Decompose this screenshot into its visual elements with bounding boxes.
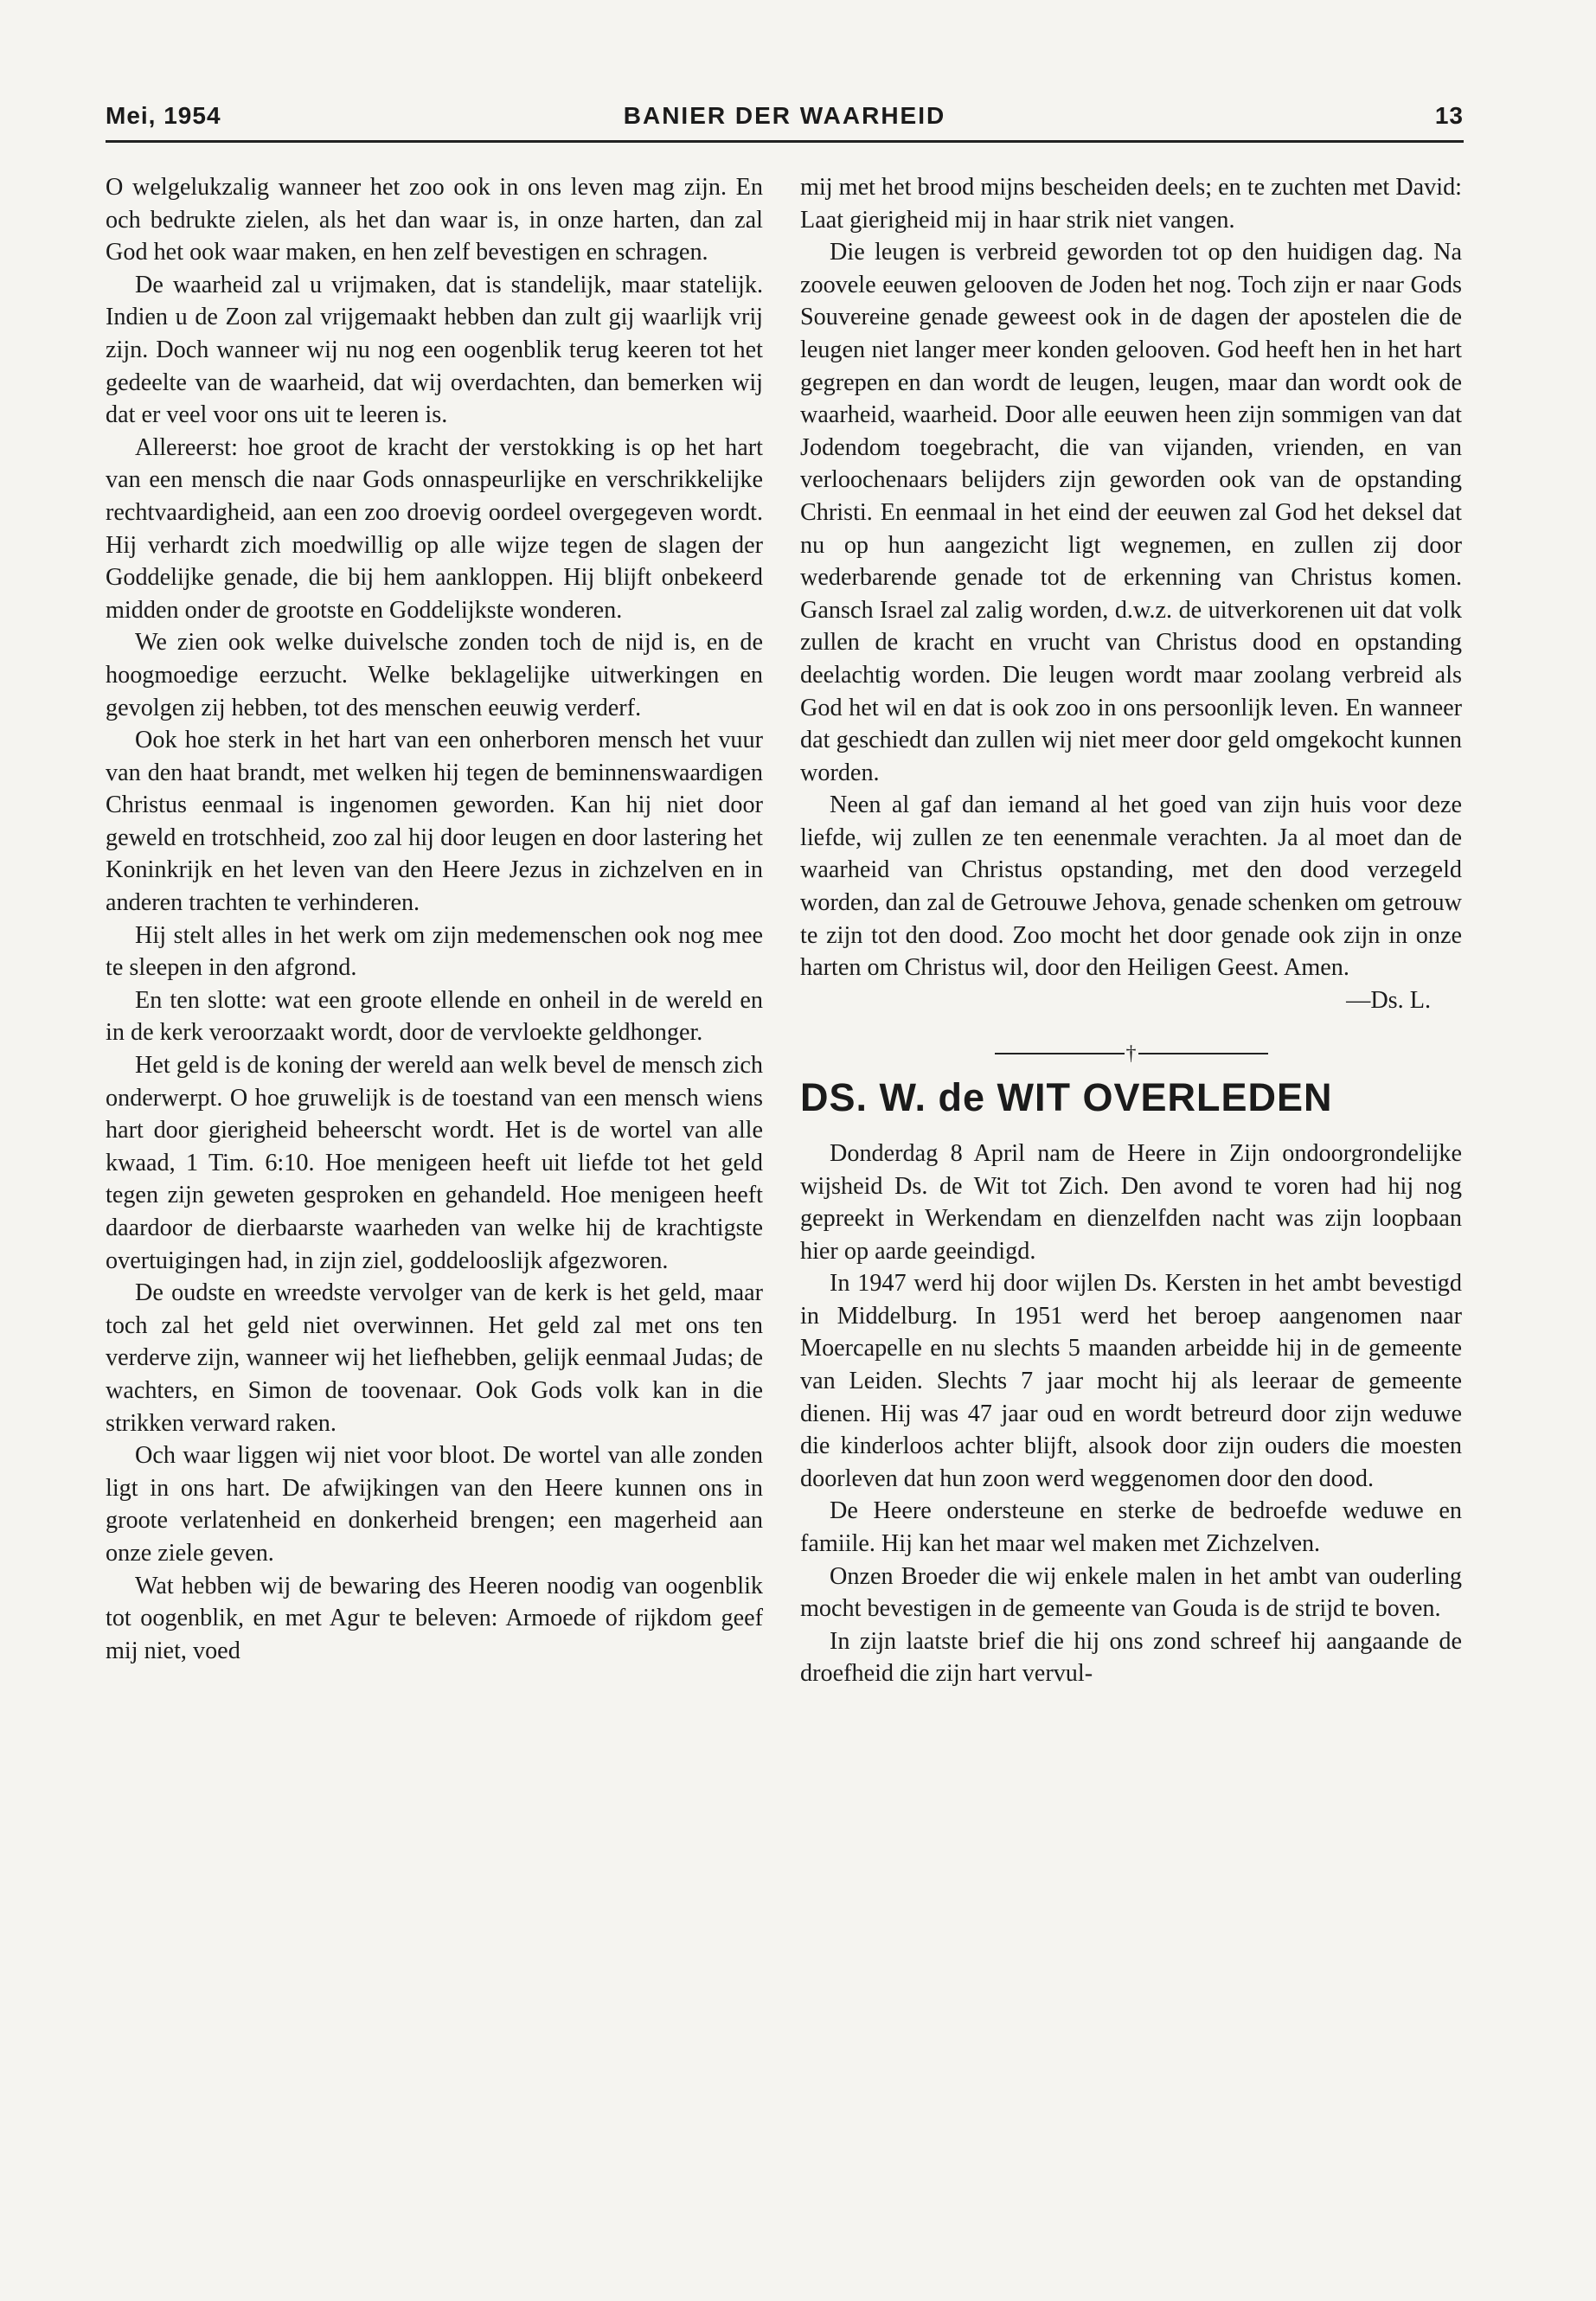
paragraph: De Heere ondersteune en sterke de bedroefde weduwe en famiile. Hij kan het maar wel maken met Zichzelven. — [800, 1497, 1462, 1558]
paragraph: Het geld is de koning der wereld aan welk bevel de mensch zich onderwerpt. O hoe gruwelijk is de toestand van een mensch wiens hart door gierigheid beheerscht wordt. Het is de wortel van alle kwaad, 1 Tim. 6:10. Hoe menigeen heeft uit liefde tot het geld tegen zijn geweten gesproken en gehandeld. Hoe menigeen heeft daardoor de dierbaarste waarheden van welke hij de krachtigste overtuigingen had, in zijn ziel, goddelooslijk afgezworen. — [106, 1052, 763, 1274]
paragraph: Die leugen is verbreid geworden tot op den huidigen dag. Na zoovele eeuwen gelooven de Joden het nog. Toch zijn er naar Gods Souvereine genade geweest ook in de dagen der apostelen die de leugen niet langer meer konden gelooven. God heeft hen in het hart gegrepen en dan wordt de leugen, leugen, maar dan wordt ook de waarheid, waarheid. Door alle eeuwen heen zijn sommigen van dat Jodendom toegebracht, die van vijanden, vrienden, en van verloochenaars belijders zijn geworden ook van de opstanding Christi. En eenmaal in het eind der eeuwen zal God het deksel dat nu op hun aangezicht ligt wegnemen, en zullen zij door wederbarende genade tot de erkenning van Christus komen. Gansch Israel zal zalig worden, d.w.z. de uitverkorenen uit dat volk zullen de kracht en vrucht van Christus dood en opstanding deelachtig worden. Die leugen wordt maar zoolang verbreid als God het wil en dat is ook zoo in ons persoonlijk leven. En wanneer dat geschiedt dan zullen wij niet meer door geld omgekocht kunnen worden. — [800, 239, 1462, 786]
paragraph: En ten slotte: wat een groote ellende en onheil in de wereld en in de kerk veroorzaakt wordt, door de vervloekte geldhonger. — [106, 986, 763, 1047]
paragraph: Wat hebben wij de bewaring des Heeren noodig van oogenblik tot oogenblik, en met Agur te beleven: Armoede of rijkdom geef mij niet, voed — [106, 1572, 763, 1664]
page-number: 13 — [1434, 102, 1464, 129]
left-column — [106, 171, 763, 1667]
paragraph: Onzen Broeder die wij enkele malen in het ambt van ouderling mocht bevestigen in de gemeente van Gouda is de strijd te boven. — [800, 1562, 1462, 1623]
paragraph: mij met het brood mijns bescheiden deels; en te zuchten met David: Laat gierigheid mij in haar strik niet vangen. — [800, 174, 1462, 234]
divider-line — [995, 1053, 1125, 1054]
paragraph: Donderdag 8 April nam de Heere in Zijn ondoorgrondelijke wijsheid Ds. de Wit tot Zich. Den avond te voren had hij nog gepreekt in Werkendam en dienzelfden nacht was zijn loopbaan hier op aarde geeindigd. — [800, 1139, 1462, 1265]
paragraph: Ook hoe sterk in het hart van een onherboren mensch het vuur van den haat brandt, met welken hij tegen de beminnenswaardigen Christus eenmaal is ingenomen geworden. Kan hij niet door geweld en trotschheid, zoo zal hij door leugen en door lastering het Koninkrijk en het leven van den Heere Jezus in zichzelven en in anderen trachten te verhinderen. — [106, 727, 763, 917]
paragraph: De oudste en wreedste vervolger van de kerk is het geld, maar toch zal het geld niet overwinnen. Het geld zal met ons ten verderve zijn, wanneer wij het liefhebben, gelijk eenmaal Judas; de wachters, en Simon de toovenaar. Ook Gods volk kan in die strikken verward raken. — [106, 1279, 763, 1437]
cross-icon: † — [1125, 1042, 1137, 1065]
publication-title: BANIER DER WAARHEID — [623, 102, 946, 129]
author-signature: —Ds. L. — [1346, 986, 1431, 1014]
article-title: DS. W. de WIT OVERLEDEN — [800, 1074, 1333, 1119]
paragraph: De waarheid zal u vrijmaken, dat is standelijk, maar statelijk. Indien u de Zoon zal vrijgemaakt hebben dan zult gij waarlijk vrij zijn. Doch wanneer wij nu nog een oogenblik terug keeren tot het gedeelte van de waarheid, dat wij overdachten, dan bemerken wij dat er veel voor ons uit te leeren is. — [106, 271, 763, 429]
paragraph: Neen al gaf dan iemand al het goed van zijn huis voor deze liefde, wij zullen ze ten eenenmale verachten. Ja al moet dan de waarheid van Christus opstanding, met den dood verzegeld worden, dan zal de Getrouwe Jehova, genade schenken om getrouw te zijn tot den dood. Zoo mocht het door genade ook zijn in onze harten om Christus wil, door den Heiligen Geest. Amen. — [800, 792, 1462, 982]
paragraph: O welgelukzalig wanneer het zoo ook in ons leven mag zijn. En och bedrukte zielen, als het dan waar is, in onze harten, dan zal God het ook waar maken, en hen zelf bevestigen en schragen. — [106, 174, 763, 266]
paragraph: Allereerst: hoe groot de kracht der verstokking is op het hart van een mensch die naar Gods onnaspeurlijke en verschrikkelijke rechtvaardigheid, aan een zoo droevig oordeel overgegeven wordt. Hij verhardt zich moedwillig op alle wijze tegen de slagen der Goddelijke genade, die bij hem aankloppen. Hij blijft onbekeerd midden onder de grootste en Goddelijkste wonderen. — [106, 433, 763, 624]
paragraph: Hij stelt alles in het werk om zijn medemenschen ook nog mee te sleepen in den afgrond. — [106, 921, 763, 982]
issue-date: Mei, 1954 — [106, 102, 221, 129]
right-column — [800, 171, 1462, 1690]
paragraph: In zijn laatste brief die hij ons zond schreef hij aangaande de droefheid die zijn hart vervul- — [800, 1627, 1462, 1688]
header-rule — [106, 140, 1464, 143]
paragraph: Och waar liggen wij niet voor bloot. De wortel van alle zonden ligt in ons hart. De afwijkingen van den Heere kunnen ons in groote verlatenheid en donkerheid brengen; een magerheid aan onze ziele geven. — [106, 1442, 763, 1567]
paragraph: We zien ook welke duivelsche zonden toch de nijd is, en de hoogmoedige eerzucht. Welke beklagelijke uitwerkingen en gevolgen zij hebben, tot des menschen eeuwig verderf. — [106, 629, 763, 721]
paragraph: In 1947 werd hij door wijlen Ds. Kersten in het ambt bevestigd in Middelburg. In 1951 werd het beroep aangenomen naar Moercapelle en nu slechts 5 maanden arbeidde hij in de gemeente van Leiden. Slechts 7 jaar mocht hij als leeraar de gemeente dienen. Hij was 47 jaar oud en wordt betreurd door zijn weduwe die kinderloos achter blijft, alsook door zijn ouders die moesten doorleven dat hun zoon werd weggenomen door den dood. — [800, 1270, 1462, 1492]
divider-line — [1138, 1053, 1268, 1054]
section-divider — [800, 1039, 1462, 1066]
running-header — [106, 102, 1464, 142]
